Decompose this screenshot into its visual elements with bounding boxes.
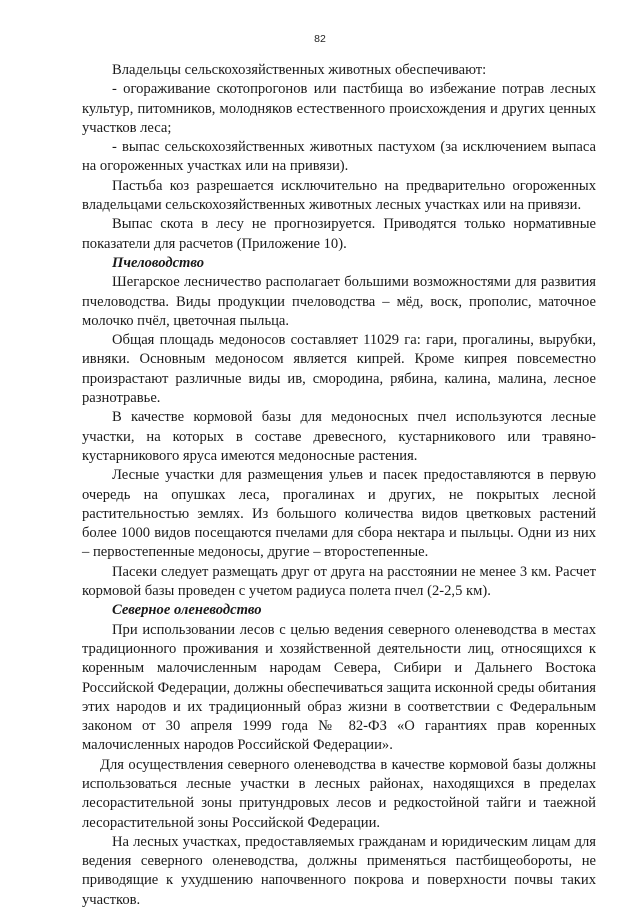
section-heading-reindeer-herding: Северное оленеводство (112, 602, 262, 619)
paragraph-indigenous-peoples: При использовании лесов с целью ведения северного оленеводства в местах традиционного проживания и хозяйственной деятельности лиц, относящихся к коренным малочисленным народам Севера, Сибири и Дальнего Востока Российской Федерации, должны обеспечиваться защита исконной среды обитания этих народов и их традиционный образ жизни в соответствии с Федеральным законом от 30 апреля 1999 года № 82-ФЗ «О гарантиях прав коренных малочисленных народов Российской Федерации». (82, 621, 596, 754)
paragraph-reindeer-forage: Для осуществления северного оленеводства в качестве кормовой базы должны использоваться лесные участки в лесных районах, находящихся в пределах лесорастительной зоны притундровых лесов и редкостойной тайги и таежной лесорастительной зоны Российской Федерации. (82, 756, 596, 831)
paragraph-pasture-rotation: На лесных участках, предоставляемых гражданам и юридическим лицам для ведения северного оленеводства, должны применяться пастбищеобороты, не приводящие к ухудшению напочвенного покрова и поверхности почвы таких участков. (82, 833, 596, 908)
paragraph-grazing-forecast: Выпас скота в лесу не прогнозируется. Приводятся только нормативные показатели для расчетов (Приложение 10). (82, 216, 596, 252)
paragraph-apiary-distance: Пасеки следует размещать друг от друга на расстоянии не менее 3 км. Расчет кормовой базы проведен с учетом радиуса полета пчел (2-2,5 км). (82, 563, 596, 600)
paragraph-beekeeping-intro: Шегарское лесничество располагает большими возможностями для развития пчеловодства. Виды продукции пчеловодства – мёд, воск, прополис, маточное молочко пчёл, цветочная пыльца. (82, 274, 596, 329)
page-number: 82 (314, 33, 326, 45)
page-body (82, 61, 596, 910)
paragraph-apiary-placement: Лесные участки для размещения ульев и пасек предоставляются в первую очередь на опушках леса, прогалинах и других, не покрытых лесной растительностью землях. Из большого количества видов цветковых растений более 1000 видов посещаются пчелами для сбора нектара и пыльцы. Одни из них – первостепенные медоносы, другие – второстепенные. (82, 467, 596, 561)
paragraph-goat-grazing: Пастьба коз разрешается исключительно на предварительно огороженных владельцами сельскохозяйственных животных лесных участках или на привязи. (82, 177, 596, 214)
paragraph-honey-plants-area: Общая площадь медоносов составляет 11029 га: гари, прогалины, вырубки, ивняки. Основным медоносом является кипрей. Кроме кипрея повсеместно произрастают различные виды ив, смородина, рябина, калина, малина, лесное разнотравье. (82, 332, 596, 407)
paragraph-owners-obligations: Владельцы сельскохозяйственных животных обеспечивают: (112, 62, 487, 78)
paragraph-forage-base: В качестве кормовой базы для медоносных пчел используются лесные участки, на которых в составе древесного, кустарникового или травяно-кустарникового яруса имеются медоносные растения. (82, 409, 596, 464)
section-heading-beekeeping: Пчеловодство (112, 254, 205, 271)
list-item-herding: - выпас сельскохозяйственных животных пастухом (за исключением выпаса на огороженных участках или на привязи). (82, 139, 596, 175)
list-item-fencing: - огораживание скотопрогонов или пастбища во избежание потрав лесных культур, питомников, молодняков естественного происхождения и других ценных участков леса; (82, 81, 596, 136)
